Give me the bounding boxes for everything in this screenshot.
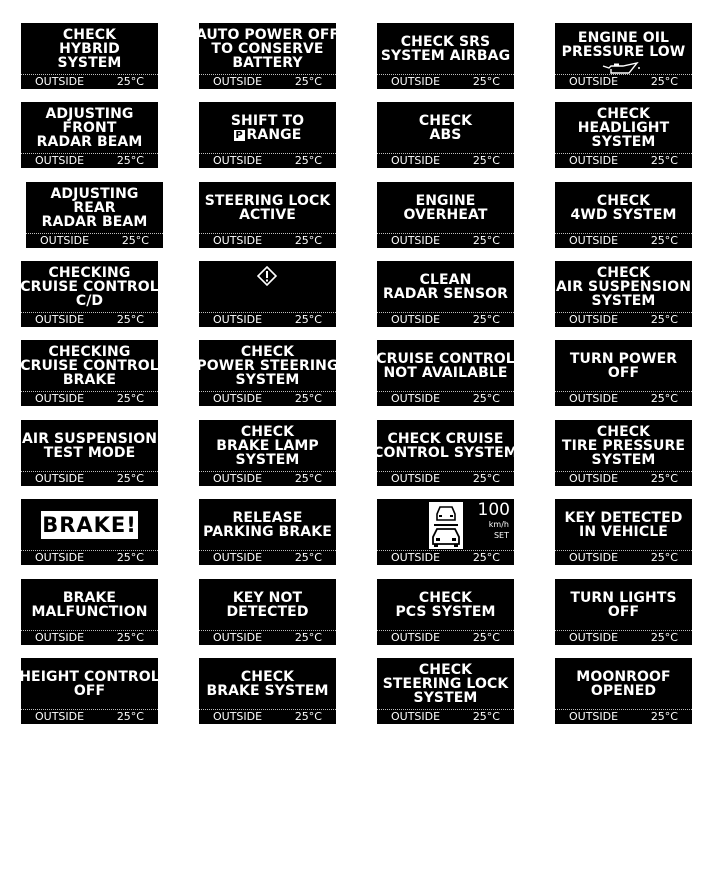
outside-label: OUTSIDE <box>391 472 441 485</box>
message-line: HYBRID <box>59 40 120 57</box>
outside-label: OUTSIDE <box>213 234 263 247</box>
message-line: OVERHEAT <box>403 206 488 223</box>
message-line: ADJUSTING <box>45 105 134 122</box>
message-line: RADAR BEAM <box>41 213 148 230</box>
message-line: CHECK <box>418 589 473 606</box>
warning-message <box>377 182 514 233</box>
message-line: BRAKE <box>62 589 117 606</box>
warning-message <box>199 658 336 709</box>
warning-message <box>21 420 158 471</box>
outside-label: OUTSIDE <box>35 631 85 644</box>
warning-message <box>555 102 692 153</box>
warning-message <box>555 340 692 391</box>
brake-warning-box: BRAKE! <box>42 513 137 537</box>
outside-temperature: 25°C <box>294 551 322 564</box>
master-warning-icon <box>257 266 277 286</box>
outside-label: OUTSIDE <box>35 75 85 88</box>
outside-label: OUTSIDE <box>213 710 263 723</box>
outside-temperature: 25°C <box>294 710 322 723</box>
message-line: MOONROOF <box>576 668 671 685</box>
outside-label: OUTSIDE <box>569 710 619 723</box>
message-line: TIRE PRESSURE <box>561 437 686 454</box>
message-line: HEADLIGHT <box>577 119 670 136</box>
outside-temperature: 25°C <box>121 234 149 247</box>
outside-temperature: 25°C <box>294 154 322 167</box>
message-line <box>234 128 302 142</box>
outside-temp-bar <box>377 472 514 486</box>
outside-temperature: 25°C <box>116 154 144 167</box>
message-line: ENGINE <box>415 192 476 209</box>
message-line: OPENED <box>590 682 657 699</box>
warning-panel <box>555 499 692 565</box>
message-line: CHECKING <box>48 264 131 281</box>
outside-temperature: 25°C <box>650 234 678 247</box>
outside-label: OUTSIDE <box>569 313 619 326</box>
message-line: CHECK <box>62 26 117 43</box>
warning-message <box>555 27 692 63</box>
outside-label: OUTSIDE <box>40 234 90 247</box>
warning-message <box>199 420 336 471</box>
message-line: TURN LIGHTS <box>570 589 677 606</box>
warning-panel <box>199 499 336 565</box>
outside-temp-bar <box>555 392 692 406</box>
outside-temp-bar <box>199 313 336 327</box>
warning-panel <box>377 579 514 645</box>
outside-label: OUTSIDE <box>391 710 441 723</box>
message-line: NOT AVAILABLE <box>383 364 508 381</box>
outside-temperature: 25°C <box>116 551 144 564</box>
outside-temperature: 25°C <box>472 472 500 485</box>
warning-panel <box>555 182 692 248</box>
outside-label: OUTSIDE <box>213 313 263 326</box>
warning-message <box>555 579 692 630</box>
message-line: SYSTEM <box>413 689 478 706</box>
warning-message <box>555 182 692 233</box>
outside-label: OUTSIDE <box>35 392 85 405</box>
message-line: CHECK <box>418 112 473 129</box>
outside-temperature: 25°C <box>116 472 144 485</box>
warning-panel <box>199 182 336 248</box>
warning-panel <box>377 340 514 406</box>
outside-label: OUTSIDE <box>391 234 441 247</box>
warning-message <box>21 23 158 74</box>
outside-temperature: 25°C <box>294 631 322 644</box>
message-line: OFF <box>73 682 106 699</box>
outside-label: OUTSIDE <box>391 154 441 167</box>
warning-message <box>21 261 158 312</box>
outside-temp-bar <box>21 313 158 327</box>
outside-label: OUTSIDE <box>213 75 263 88</box>
warning-panel <box>377 261 514 327</box>
outside-temp-bar <box>377 75 514 89</box>
outside-temp-bar <box>199 234 336 248</box>
message-line: STEERING LOCK <box>204 192 331 209</box>
outside-temperature: 25°C <box>650 313 678 326</box>
message-line: BATTERY <box>232 54 303 71</box>
warning-message <box>377 23 514 74</box>
message-line: CHECK <box>240 668 295 685</box>
message-line: SHIFT TO <box>230 112 305 129</box>
message-line: CRUISE CONTROL <box>376 350 515 367</box>
warning-message <box>199 102 336 153</box>
message-line: SYSTEM <box>591 133 656 150</box>
outside-label: OUTSIDE <box>569 234 619 247</box>
warning-panel <box>21 579 158 645</box>
message-line: SYSTEM <box>235 371 300 388</box>
warning-message <box>199 182 336 233</box>
outside-label: OUTSIDE <box>391 313 441 326</box>
outside-label: OUTSIDE <box>35 710 85 723</box>
message-line: ENGINE OIL <box>577 30 670 46</box>
outside-temperature: 25°C <box>472 234 500 247</box>
message-line: BRAKE SYSTEM <box>206 682 329 699</box>
message-line: ADJUSTING <box>50 185 139 202</box>
outside-temp-bar <box>555 154 692 168</box>
warning-message <box>196 340 339 391</box>
message-line: KEY DETECTED <box>564 509 683 526</box>
message-line: SYSTEM <box>591 292 656 309</box>
message-line: SYSTEM <box>57 54 122 71</box>
warning-panel <box>555 340 692 406</box>
outside-temp-bar <box>377 313 514 327</box>
message-line: MALFUNCTION <box>31 603 148 620</box>
outside-temperature: 25°C <box>116 710 144 723</box>
message-line: OFF <box>607 364 640 381</box>
outside-temp-bar <box>555 75 692 89</box>
warning-message <box>555 420 692 471</box>
outside-temperature: 25°C <box>472 154 500 167</box>
message-line: CHECK <box>418 661 473 678</box>
outside-label: OUTSIDE <box>35 472 85 485</box>
outside-label: OUTSIDE <box>569 154 619 167</box>
warning-panel <box>555 23 692 89</box>
message-line: AUTO POWER OFF <box>195 26 340 43</box>
outside-temperature: 25°C <box>650 154 678 167</box>
warning-panel <box>199 420 336 486</box>
warning-message <box>555 658 692 709</box>
outside-temperature: 25°C <box>294 392 322 405</box>
message-line: CLEAN <box>419 271 472 288</box>
message-line: RADAR BEAM <box>36 133 143 150</box>
warning-message <box>21 102 158 153</box>
message-line: CHECK <box>596 105 651 122</box>
message-line: TEST MODE <box>43 444 136 461</box>
outside-temperature: 25°C <box>650 75 678 88</box>
warning-panel <box>26 182 163 248</box>
message-line: PRESSURE LOW <box>561 44 686 60</box>
message-line: FRONT <box>62 119 117 136</box>
message-line: CHECK <box>596 423 651 440</box>
outside-temperature: 25°C <box>472 631 500 644</box>
warning-panel <box>199 261 336 327</box>
outside-temperature: 25°C <box>294 313 322 326</box>
message-line: CHECK <box>240 423 295 440</box>
set-speed-value: 100 <box>477 500 510 520</box>
outside-temp-bar <box>377 551 514 565</box>
speed-unit: km/h <box>488 520 509 529</box>
warning-message <box>377 102 514 153</box>
outside-label: OUTSIDE <box>213 472 263 485</box>
outside-temp-bar <box>26 234 163 248</box>
outside-label: OUTSIDE <box>391 392 441 405</box>
warning-panel <box>21 23 158 89</box>
message-line: PARKING BRAKE <box>203 523 332 540</box>
warning-panel <box>21 499 158 565</box>
outside-temp-bar <box>555 551 692 565</box>
message-line: IN VEHICLE <box>579 523 668 540</box>
message-line: KEY NOT <box>232 589 303 606</box>
warning-message <box>199 499 336 550</box>
warning-message <box>195 23 340 74</box>
outside-temp-bar <box>555 710 692 724</box>
outside-label: OUTSIDE <box>569 472 619 485</box>
warning-panel <box>21 420 158 486</box>
message-line: CHECK CRUISE <box>387 430 504 447</box>
warning-panel <box>555 261 692 327</box>
outside-temp-bar <box>377 234 514 248</box>
warning-panel <box>555 658 692 724</box>
outside-temp-bar <box>555 234 692 248</box>
outside-temp-bar <box>21 551 158 565</box>
warning-panel <box>555 420 692 486</box>
outside-temperature: 25°C <box>650 472 678 485</box>
outside-label: OUTSIDE <box>35 313 85 326</box>
message-line: OFF <box>607 603 640 620</box>
message-line: REAR <box>73 199 116 216</box>
outside-temperature: 25°C <box>650 631 678 644</box>
message-line: CHECK SRS <box>400 33 491 50</box>
outside-temp-bar <box>199 392 336 406</box>
outside-temp-bar <box>21 710 158 724</box>
outside-label: OUTSIDE <box>391 75 441 88</box>
outside-temp-bar <box>555 472 692 486</box>
warning-message <box>377 261 514 312</box>
warning-panel <box>377 658 514 724</box>
outside-temperature: 25°C <box>472 392 500 405</box>
warning-panel <box>21 340 158 406</box>
outside-label: OUTSIDE <box>35 154 85 167</box>
outside-label: OUTSIDE <box>569 551 619 564</box>
warning-panel <box>21 102 158 168</box>
park-p-icon: P <box>235 129 243 141</box>
warning-message <box>373 420 518 471</box>
warning-panel <box>555 102 692 168</box>
outside-label: OUTSIDE <box>569 631 619 644</box>
outside-temp-bar <box>377 392 514 406</box>
outside-temp-bar <box>377 631 514 645</box>
outside-temperature: 25°C <box>472 313 500 326</box>
outside-temperature: 25°C <box>116 631 144 644</box>
message-line: BRAKE <box>62 371 117 388</box>
outside-temp-bar <box>21 472 158 486</box>
outside-label: OUTSIDE <box>391 631 441 644</box>
outside-label: OUTSIDE <box>213 631 263 644</box>
warning-panel <box>21 261 158 327</box>
outside-temperature: 25°C <box>472 551 500 564</box>
message-line: SYSTEM <box>591 451 656 468</box>
outside-temp-bar <box>21 75 158 89</box>
outside-temperature: 25°C <box>650 551 678 564</box>
outside-temperature: 25°C <box>116 392 144 405</box>
message-line: TURN POWER <box>569 350 678 367</box>
outside-temperature: 25°C <box>650 710 678 723</box>
outside-label: OUTSIDE <box>391 551 441 564</box>
outside-label: OUTSIDE <box>569 75 619 88</box>
message-line: 4WD SYSTEM <box>570 206 677 223</box>
warning-message <box>377 340 514 391</box>
outside-temperature: 25°C <box>116 75 144 88</box>
message-line: CRUISE CONTROL <box>20 278 159 295</box>
outside-temperature: 25°C <box>294 234 322 247</box>
outside-temperature: 25°C <box>472 710 500 723</box>
warning-panel <box>373 420 518 486</box>
outside-temp-bar <box>555 313 692 327</box>
warning-panel <box>555 579 692 645</box>
outside-temp-bar <box>555 631 692 645</box>
warning-panel <box>377 23 514 89</box>
warning-panel <box>199 658 336 724</box>
warning-panel <box>377 102 514 168</box>
cruise-distance-icon <box>429 502 463 549</box>
message-line: BRAKE LAMP <box>216 437 319 454</box>
warning-panel <box>377 499 514 565</box>
message-line: RELEASE <box>232 509 303 526</box>
warning-panel <box>196 340 339 406</box>
outside-label: OUTSIDE <box>213 154 263 167</box>
outside-temp-bar <box>377 154 514 168</box>
outside-temp-bar <box>199 710 336 724</box>
message-line: DETECTED <box>226 603 309 620</box>
outside-label: OUTSIDE <box>569 392 619 405</box>
outside-temperature: 25°C <box>294 75 322 88</box>
outside-temp-bar <box>199 472 336 486</box>
message-line: CRUISE CONTROL <box>20 357 159 374</box>
warning-message <box>555 261 692 312</box>
warning-panel <box>199 579 336 645</box>
message-line: HEIGHT CONTROL <box>19 668 160 685</box>
message-line: ABS <box>429 126 462 143</box>
outside-temp-bar <box>199 75 336 89</box>
message-line: CONTROL SYSTEM <box>373 444 518 461</box>
message-line: ACTIVE <box>239 206 296 223</box>
warning-message <box>377 658 514 709</box>
warning-message <box>21 579 158 630</box>
message-line: SYSTEM AIRBAG <box>380 47 511 64</box>
outside-label: OUTSIDE <box>35 551 85 564</box>
message-line: SYSTEM <box>235 451 300 468</box>
outside-temperature: 25°C <box>472 75 500 88</box>
warning-panel <box>195 23 340 89</box>
warning-message <box>199 579 336 630</box>
outside-temperature: 25°C <box>294 472 322 485</box>
outside-temp-bar <box>199 154 336 168</box>
outside-temp-bar <box>21 392 158 406</box>
message-line: CHECKING <box>48 343 131 360</box>
warning-panel <box>377 182 514 248</box>
message-line: CHECK <box>596 192 651 209</box>
outside-temp-bar <box>199 551 336 565</box>
outside-temperature: 25°C <box>650 392 678 405</box>
warning-message <box>26 182 163 233</box>
warning-message <box>555 499 692 550</box>
message-line: C/D <box>75 292 104 309</box>
outside-temp-bar <box>21 631 158 645</box>
outside-label: OUTSIDE <box>213 551 263 564</box>
message-line-text: RANGE <box>246 126 302 143</box>
message-line: CHECK <box>240 343 295 360</box>
speed-set-label: SET <box>493 531 509 540</box>
outside-label: OUTSIDE <box>213 392 263 405</box>
message-line: AIR SUSPENSION <box>555 278 692 295</box>
message-line: POWER STEERING <box>196 357 339 374</box>
message-line: AIR SUSPENSION <box>21 430 158 447</box>
outside-temperature: 25°C <box>116 313 144 326</box>
outside-temp-bar <box>21 154 158 168</box>
outside-temp-bar <box>377 710 514 724</box>
message-line: RADAR SENSOR <box>382 285 509 302</box>
message-line: STEERING LOCK <box>382 675 509 692</box>
message-line: TO CONSERVE <box>211 40 324 57</box>
warning-panel <box>199 102 336 168</box>
warning-message <box>21 658 158 709</box>
outside-temp-bar <box>199 631 336 645</box>
message-line: CHECK <box>596 264 651 281</box>
warning-message <box>377 579 514 630</box>
warning-panel <box>21 658 158 724</box>
warning-message <box>21 340 158 391</box>
message-line: PCS SYSTEM <box>395 603 496 620</box>
